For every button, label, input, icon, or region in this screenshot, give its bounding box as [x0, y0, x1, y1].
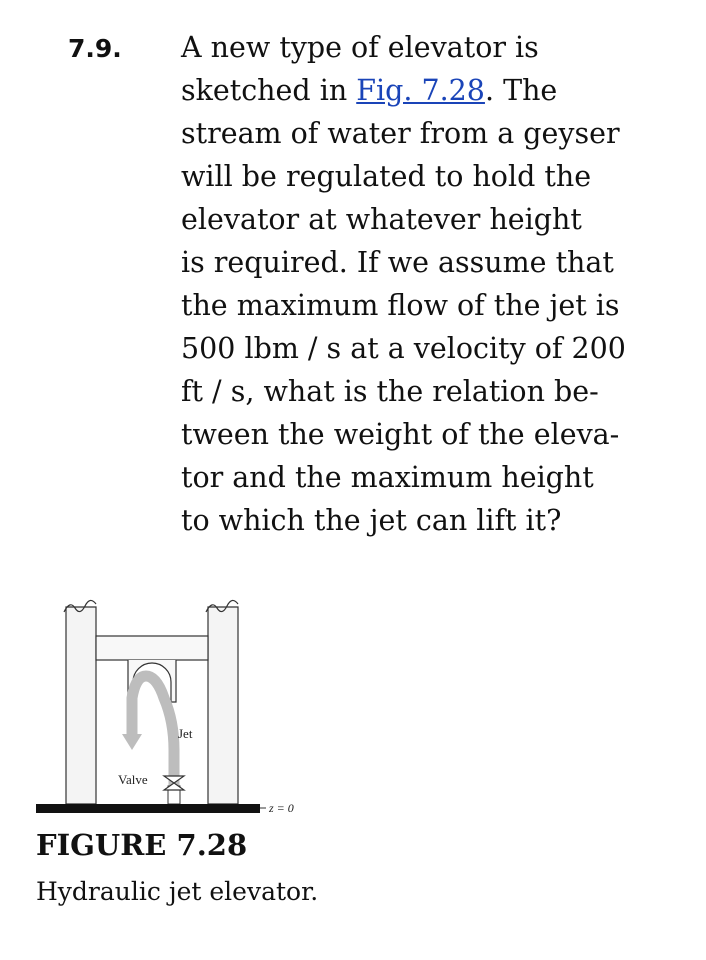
elevator-diagram — [30, 590, 320, 820]
problem-line: will be regulated to hold the — [181, 160, 592, 193]
problem-line: A new type of elevator is — [181, 31, 539, 64]
problem-line: elevator at whatever height — [181, 203, 582, 236]
valve-icon — [164, 776, 184, 790]
figure-link[interactable]: Fig. 7.28 — [356, 74, 485, 107]
problem-line — [181, 69, 661, 112]
problem-line-text: sketched in — [181, 74, 357, 107]
ground — [36, 804, 260, 813]
problem-line-text: . The — [484, 74, 558, 107]
left-wall — [66, 607, 96, 804]
problem-line: 500 lbm / s at a velocity of 200 — [181, 332, 626, 365]
jet-label: Jet — [178, 726, 193, 741]
problem-line: the maximum flow of the jet is — [181, 289, 620, 322]
problem-line: tor and the maximum height — [181, 461, 594, 494]
problem-line: to which the jet can lift it? — [181, 504, 562, 537]
problem-line: tween the weight of the eleva- — [181, 418, 620, 451]
problem-line: ft / s, what is the relation be- — [181, 375, 599, 408]
figure-title: FIGURE 7.28 — [36, 828, 248, 862]
z-datum-label: z = 0 — [269, 801, 294, 815]
problem-line: stream of water from a geyser — [181, 117, 620, 150]
problem-number: 7.9. — [68, 34, 122, 63]
right-wall — [208, 607, 238, 804]
valve-label: Valve — [118, 772, 148, 787]
problem-line: is required. If we assume that — [181, 246, 614, 279]
figure-caption: Hydraulic jet elevator. — [36, 877, 319, 906]
downflow-arrowhead — [122, 734, 142, 750]
problem-text — [181, 26, 661, 542]
elevator-platform — [96, 636, 208, 660]
